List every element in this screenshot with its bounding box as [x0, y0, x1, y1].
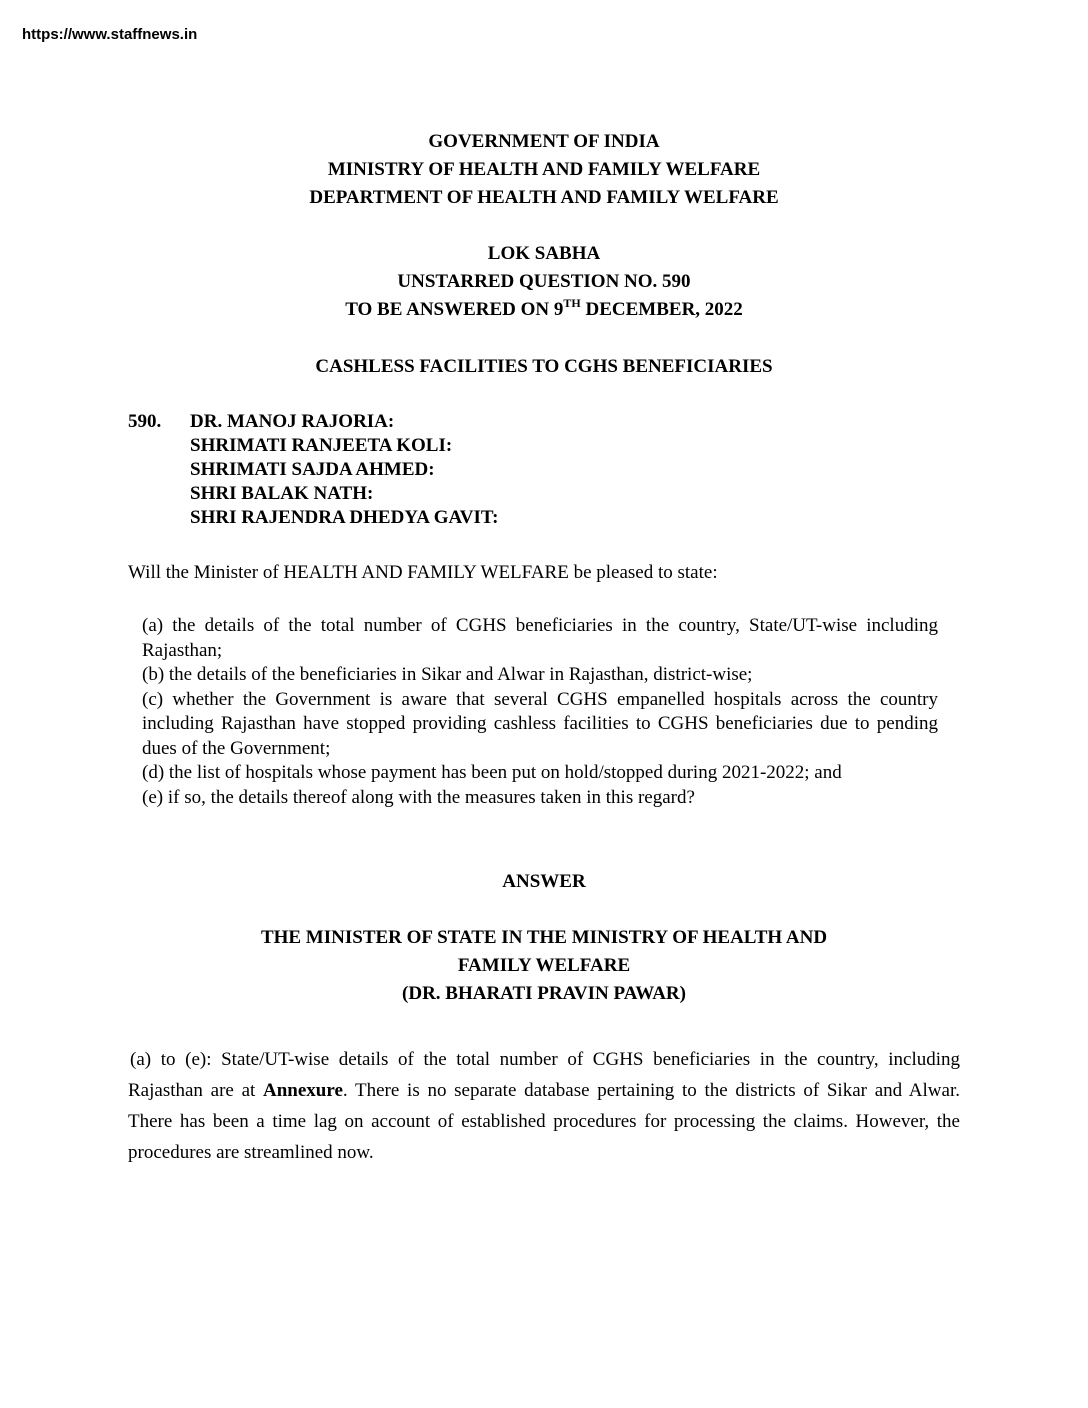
- question-number-line: UNSTARRED QUESTION NO. 590: [397, 271, 691, 292]
- subject-title: CASHLESS FACILITIES TO CGHS BENEFICIARIES: [315, 356, 773, 377]
- minister-heading: [0, 924, 1088, 1008]
- question-part-c: (c) whether the Government is aware that several CGHS empanelled hospitals across the country including Rajasthan have stopped providing cashless facilities to CGHS beneficiaries due to pending dues of the Government;: [142, 688, 938, 759]
- question-heading: [0, 240, 1088, 324]
- department-line: DEPARTMENT OF HEALTH AND FAMILY WELFARE: [309, 187, 779, 208]
- answer-text-part-1: (a) to (e): State/UT-wise details of the total number of CGHS beneficiaries in the country, including Rajasthan are at: [128, 1049, 960, 1101]
- house-name: LOK SABHA: [487, 243, 601, 264]
- minister-name: (DR. BHARATI PRAVIN PAWAR): [402, 983, 686, 1004]
- question-parts: [142, 614, 938, 810]
- answer-date-line: [0, 296, 1088, 324]
- answer-date-suffix: DECEMBER, 2022: [580, 299, 743, 320]
- asker-name: SHRI RAJENDRA DHEDYA GAVIT:: [190, 507, 499, 528]
- answer-title: ANSWER: [502, 871, 586, 892]
- ministry-line: MINISTRY OF HEALTH AND FAMILY WELFARE: [327, 159, 761, 180]
- answer-body: [128, 1044, 960, 1168]
- source-url[interactable]: https://www.staffnews.in: [22, 26, 198, 43]
- askers-list: [190, 410, 498, 530]
- question-part-d: (d) the list of hospitals whose payment has been put on hold/stopped during 2021-2022; and: [142, 762, 842, 783]
- answer-date-superscript: TH: [563, 296, 581, 310]
- question-part-a: (a) the details of the total number of CGHS beneficiaries in the country, State/UT-wise including Rajasthan;: [142, 615, 938, 661]
- government-line: GOVERNMENT OF INDIA: [428, 131, 660, 152]
- government-heading: [0, 128, 1088, 212]
- asker-name: SHRI BALAK NATH:: [190, 483, 374, 504]
- asker-name: DR. MANOJ RAJORIA:: [190, 411, 395, 432]
- subject-heading: [0, 353, 1088, 381]
- annexure-reference: Annexure: [263, 1080, 343, 1101]
- asker-name: SHRIMATI SAJDA AHMED:: [190, 459, 435, 480]
- answer-heading: [0, 868, 1088, 896]
- question-intro: Will the Minister of HEALTH AND FAMILY WELFARE be pleased to state:: [128, 562, 718, 583]
- question-part-e: (e) if so, the details thereof along with the measures taken in this regard?: [142, 786, 695, 808]
- minister-line-1: THE MINISTER OF STATE IN THE MINISTRY OF HEALTH AND: [260, 927, 828, 948]
- minister-line-2: FAMILY WELFARE: [457, 955, 631, 976]
- asker-name: SHRIMATI RANJEETA KOLI:: [190, 435, 453, 456]
- answer-text-part-2: . There is no separate database pertaining to the districts of Sikar and Alwar. There has been a time lag on account of established procedures for processing the claims. However, the procedures are streamlined now.: [128, 1080, 960, 1163]
- question-part-b: (b) the details of the beneficiaries in Sikar and Alwar in Rajasthan, district-wise;: [142, 664, 753, 685]
- answer-date-prefix: TO BE ANSWERED ON 9: [345, 299, 564, 320]
- question-number: 590.: [128, 411, 162, 432]
